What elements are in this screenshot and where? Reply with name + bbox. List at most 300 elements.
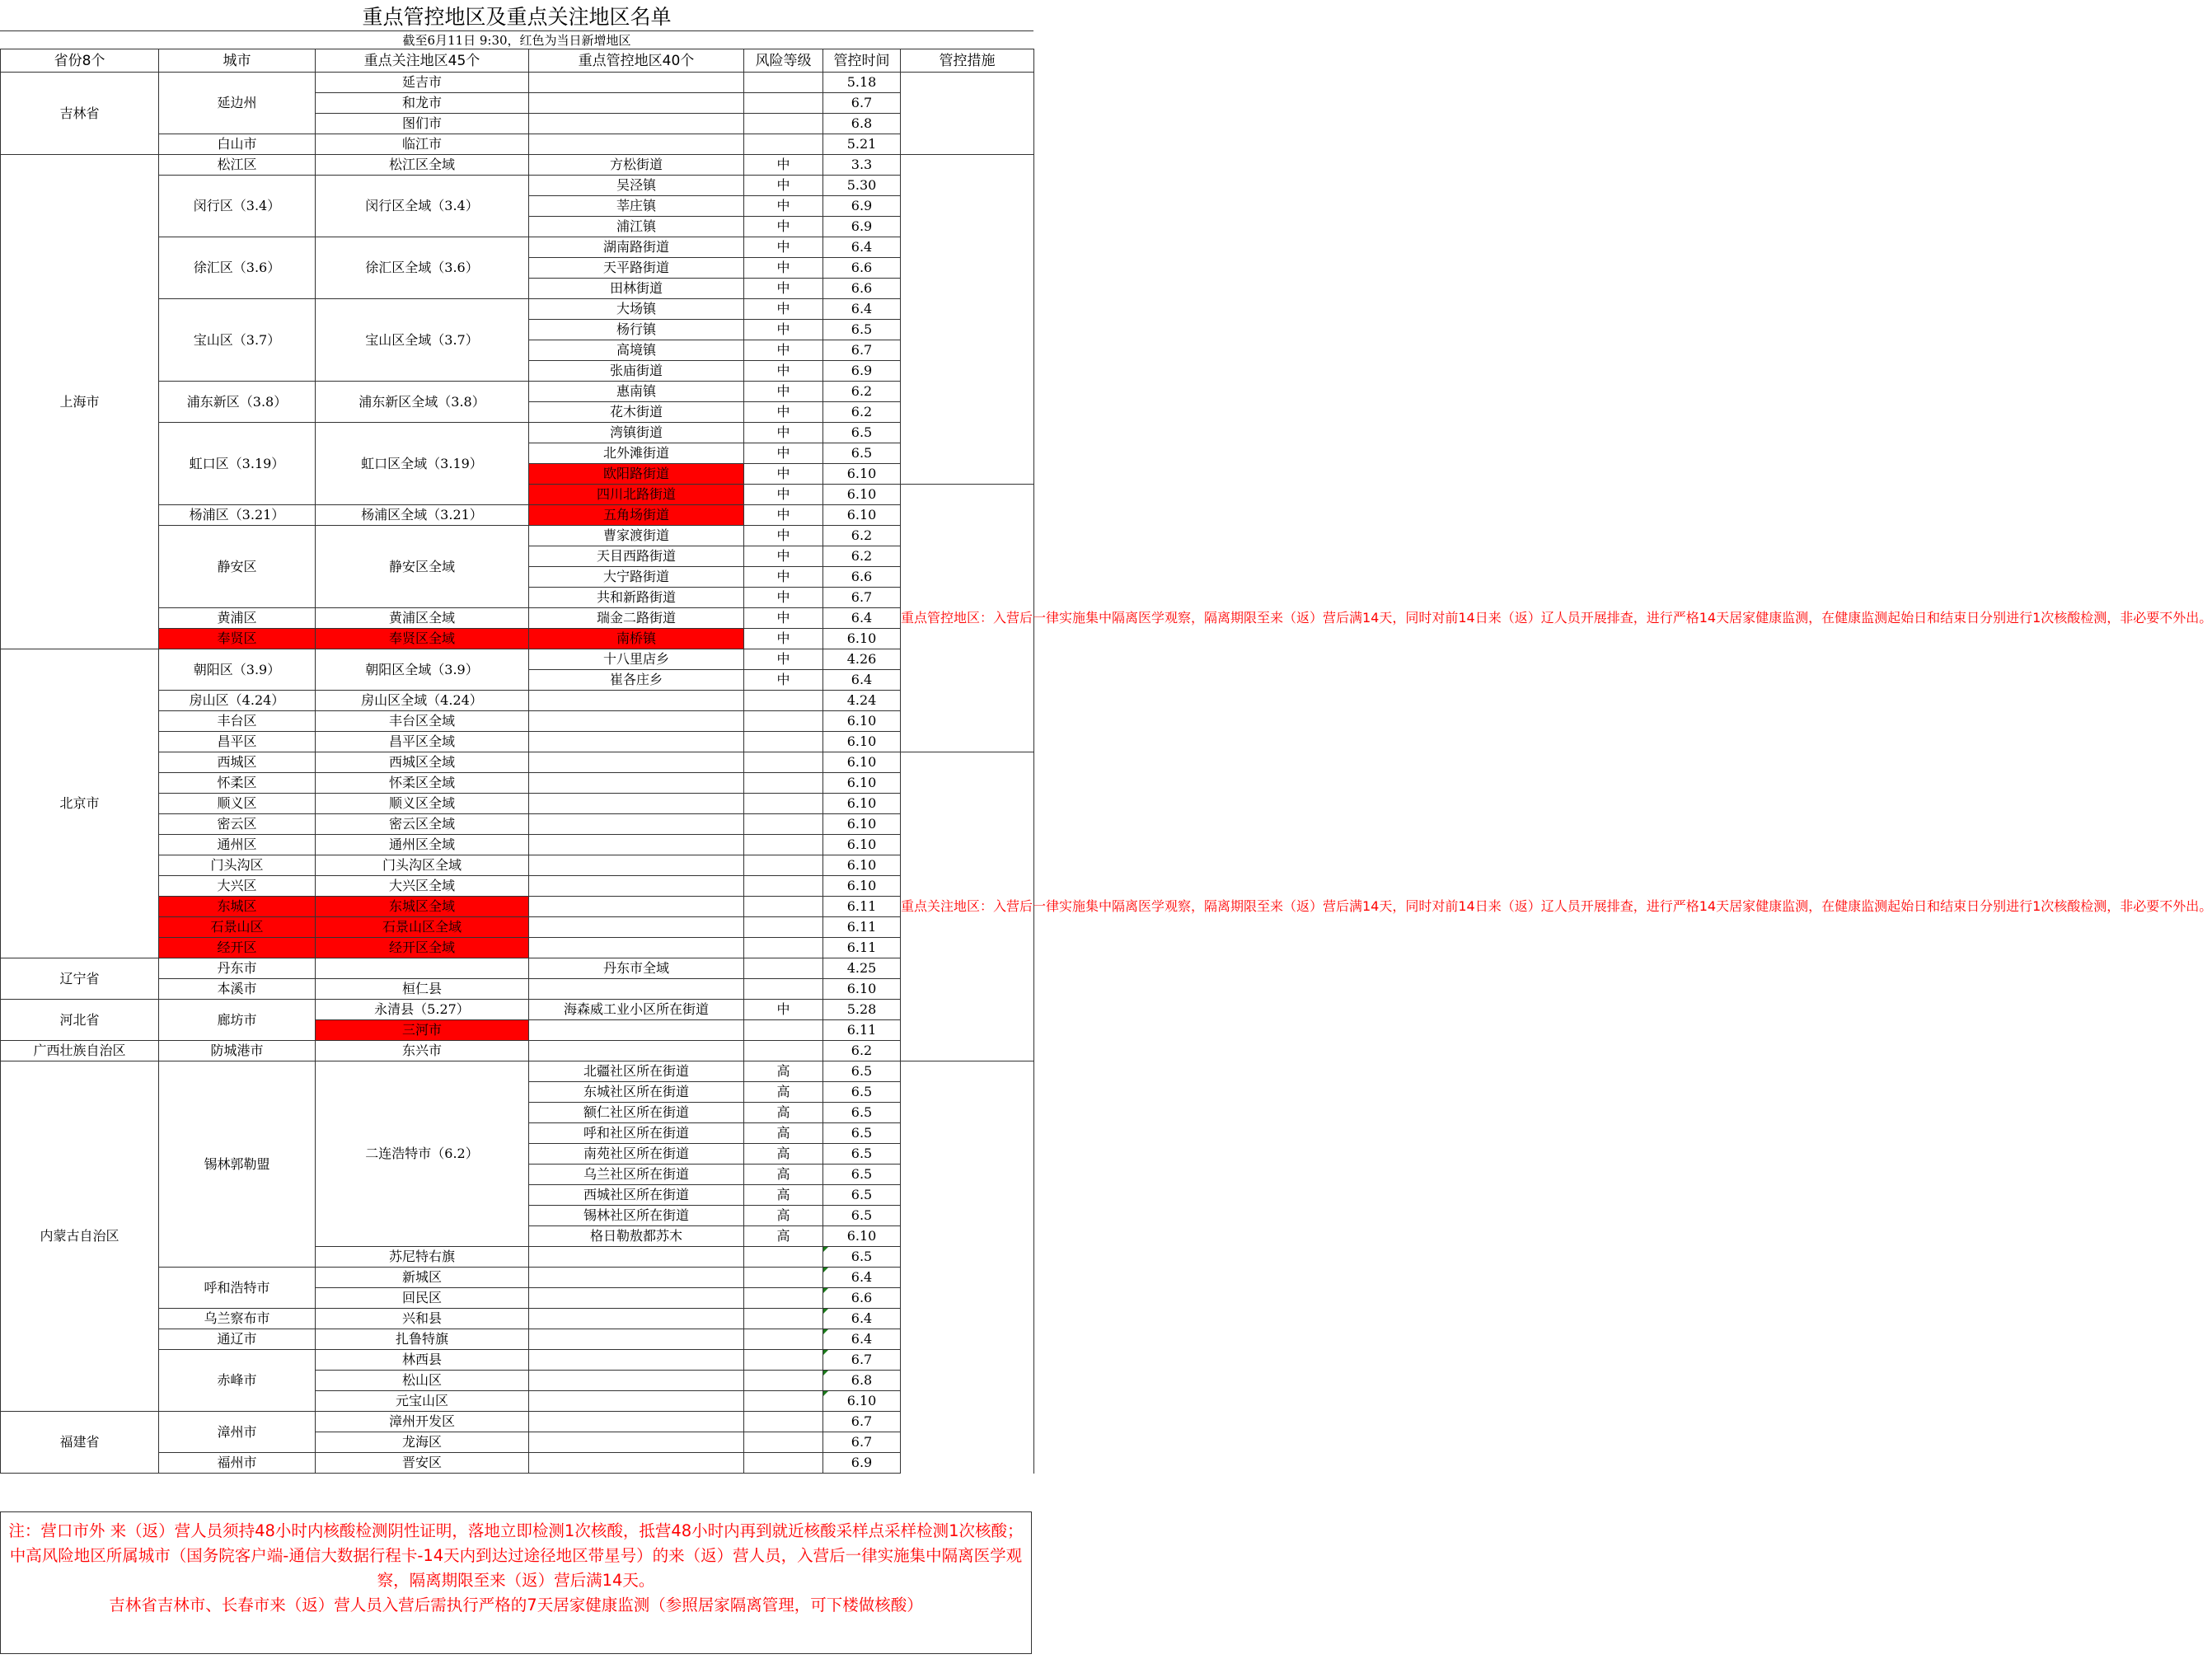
city-cell: 白山市 xyxy=(159,134,316,155)
risk-cell: 中 xyxy=(744,155,823,176)
risk-cell: 中 xyxy=(744,279,823,299)
page-title: 重点管控地区及重点关注地区名单 xyxy=(0,0,1033,31)
control-cell: 东城社区所在街道 xyxy=(529,1082,744,1103)
control-cell xyxy=(529,1432,744,1453)
province-cell: 上海市 xyxy=(1,155,159,649)
risk-cell: 高 xyxy=(744,1082,823,1103)
time-cell: 6.7 xyxy=(823,1412,901,1432)
city-cell: 朝阳区（3.9） xyxy=(159,649,316,691)
time-cell: 6.7 xyxy=(823,588,901,608)
time-cell: 5.30 xyxy=(823,176,901,196)
time-cell: 6.10 xyxy=(823,773,901,794)
risk-cell: 中 xyxy=(744,340,823,361)
time-cell: 6.9 xyxy=(823,1453,901,1474)
attention-cell: 西城区全域 xyxy=(316,752,529,773)
time-cell: 6.4 xyxy=(823,608,901,629)
attention-cell: 松山区 xyxy=(316,1371,529,1391)
time-cell: 4.26 xyxy=(823,649,901,670)
city-cell-new: 东城区 xyxy=(159,897,316,917)
header-risk-level: 风险等级 xyxy=(744,49,823,73)
risk-cell xyxy=(744,1309,823,1329)
city-cell: 赤峰市 xyxy=(159,1350,316,1412)
header-control-area: 重点管控地区40个 xyxy=(529,49,744,73)
attention-cell: 密云区全域 xyxy=(316,814,529,835)
control-cell-new: 五角场街道 xyxy=(529,505,744,526)
control-cell: 张庙街道 xyxy=(529,361,744,382)
attention-cell: 松江区全域 xyxy=(316,155,529,176)
control-cell xyxy=(529,1288,744,1309)
time-cell: 4.24 xyxy=(823,691,901,711)
risk-cell: 高 xyxy=(744,1123,823,1144)
attention-cell: 永清县（5.27） xyxy=(316,1000,529,1020)
city-cell: 徐汇区（3.6） xyxy=(159,237,316,299)
city-cell: 门头沟区 xyxy=(159,855,316,876)
city-cell: 房山区（4.24） xyxy=(159,691,316,711)
risk-cell: 高 xyxy=(744,1103,823,1123)
city-cell: 黄浦区 xyxy=(159,608,316,629)
risk-cell xyxy=(744,917,823,938)
control-cell: 乌兰社区所在街道 xyxy=(529,1165,744,1185)
time-cell: 6.2 xyxy=(823,382,901,402)
risk-cell: 中 xyxy=(744,217,823,237)
header-control-time: 管控时间 xyxy=(823,49,901,73)
attention-cell: 黄浦区全域 xyxy=(316,608,529,629)
control-cell: 瑞金二路街道 xyxy=(529,608,744,629)
control-cell: 高境镇 xyxy=(529,340,744,361)
control-cell xyxy=(529,1350,744,1371)
region-table xyxy=(0,49,2212,1474)
control-cell: 莘庄镇 xyxy=(529,196,744,217)
city-cell: 怀柔区 xyxy=(159,773,316,794)
time-cell: 6.7 xyxy=(823,93,901,114)
city-cell: 顺义区 xyxy=(159,794,316,814)
city-cell: 虹口区（3.19） xyxy=(159,423,316,505)
time-cell: 6.9 xyxy=(823,196,901,217)
province-cell: 北京市 xyxy=(1,649,159,958)
control-cell xyxy=(529,691,744,711)
table-row xyxy=(1,1000,1034,1020)
control-cell: 湖南路街道 xyxy=(529,237,744,258)
control-cell xyxy=(529,1247,744,1268)
city-cell-new: 奉贤区 xyxy=(159,629,316,649)
control-cell xyxy=(529,73,744,93)
city-cell: 通辽市 xyxy=(159,1329,316,1350)
note-line: 吉林省吉林市、长春市来（返）营人员入营后需执行严格的7天居家健康监测（参照居家隔离管理，可下楼做核酸） xyxy=(109,1596,923,1614)
notes-box xyxy=(0,1511,1032,1654)
city-cell: 西城区 xyxy=(159,752,316,773)
city-cell: 丹东市 xyxy=(159,958,316,979)
control-cell xyxy=(529,876,744,897)
time-cell: 6.2 xyxy=(823,402,901,423)
city-cell: 漳州市 xyxy=(159,1412,316,1453)
time-cell: 6.5 xyxy=(823,1144,901,1165)
risk-cell xyxy=(744,691,823,711)
city-cell: 廊坊市 xyxy=(159,1000,316,1041)
control-cell: 大场镇 xyxy=(529,299,744,320)
control-cell: 花木街道 xyxy=(529,402,744,423)
risk-cell xyxy=(744,1412,823,1432)
risk-cell: 高 xyxy=(744,1226,823,1247)
table-row xyxy=(1,1061,1034,1082)
risk-cell: 中 xyxy=(744,608,823,629)
risk-cell xyxy=(744,1041,823,1061)
risk-cell: 中 xyxy=(744,567,823,588)
province-cell: 内蒙古自治区 xyxy=(1,1061,159,1412)
attention-cell: 林西县 xyxy=(316,1350,529,1371)
attention-cell: 大兴区全域 xyxy=(316,876,529,897)
control-cell-new: 四川北路街道 xyxy=(529,485,744,505)
attention-cell: 延吉市 xyxy=(316,73,529,93)
risk-cell xyxy=(744,1268,823,1288)
attention-cell: 晋安区 xyxy=(316,1453,529,1474)
control-cell: 惠南镇 xyxy=(529,382,744,402)
attention-cell: 怀柔区全域 xyxy=(316,773,529,794)
city-cell: 密云区 xyxy=(159,814,316,835)
control-cell: 北外滩街道 xyxy=(529,443,744,464)
table-row xyxy=(1,1041,1034,1061)
control-cell: 崔各庄乡 xyxy=(529,670,744,691)
time-cell: 4.25 xyxy=(823,958,901,979)
attention-cell: 漳州开发区 xyxy=(316,1412,529,1432)
time-cell: 6.7 xyxy=(823,1350,901,1371)
header-attention-area: 重点关注地区45个 xyxy=(316,49,529,73)
time-cell: 6.10 xyxy=(823,464,901,485)
risk-cell: 高 xyxy=(744,1206,823,1226)
city-cell: 锡林郭勒盟 xyxy=(159,1061,316,1268)
attention-cell: 二连浩特市（6.2） xyxy=(316,1061,529,1247)
risk-cell: 高 xyxy=(744,1185,823,1206)
control-cell xyxy=(529,773,744,794)
time-cell: 6.9 xyxy=(823,361,901,382)
attention-cell-new: 奉贤区全域 xyxy=(316,629,529,649)
table-row xyxy=(1,155,1034,176)
risk-cell xyxy=(744,711,823,732)
risk-cell xyxy=(744,114,823,134)
risk-cell: 高 xyxy=(744,1061,823,1082)
control-cell: 海森威工业小区所在街道 xyxy=(529,1000,744,1020)
risk-cell: 中 xyxy=(744,443,823,464)
city-cell-new: 经开区 xyxy=(159,938,316,958)
risk-cell: 中 xyxy=(744,299,823,320)
risk-cell xyxy=(744,1020,823,1041)
control-cell: 田林街道 xyxy=(529,279,744,299)
risk-cell: 中 xyxy=(744,382,823,402)
control-cell xyxy=(529,897,744,917)
control-cell: 格日勒敖都苏木 xyxy=(529,1226,744,1247)
city-cell: 丰台区 xyxy=(159,711,316,732)
city-cell: 通州区 xyxy=(159,835,316,855)
time-cell: 6.11 xyxy=(823,1020,901,1041)
control-cell xyxy=(529,1268,744,1288)
time-cell: 6.8 xyxy=(823,114,901,134)
attention-cell: 和龙市 xyxy=(316,93,529,114)
risk-cell: 中 xyxy=(744,176,823,196)
city-cell: 呼和浩特市 xyxy=(159,1268,316,1309)
province-cell: 福建省 xyxy=(1,1412,159,1474)
time-cell: 5.21 xyxy=(823,134,901,155)
attention-cell: 兴和县 xyxy=(316,1309,529,1329)
time-cell: 6.11 xyxy=(823,938,901,958)
time-cell: 6.10 xyxy=(823,485,901,505)
risk-cell xyxy=(744,1453,823,1474)
risk-cell: 中 xyxy=(744,237,823,258)
risk-cell xyxy=(744,1371,823,1391)
table-row xyxy=(1,1412,1034,1432)
attention-cell: 房山区全域（4.24） xyxy=(316,691,529,711)
control-cell: 杨行镇 xyxy=(529,320,744,340)
city-cell: 本溪市 xyxy=(159,979,316,1000)
time-cell: 6.2 xyxy=(823,1041,901,1061)
control-cell xyxy=(529,114,744,134)
header-row xyxy=(1,49,1034,73)
risk-cell: 中 xyxy=(744,629,823,649)
attention-cell: 杨浦区全域（3.21） xyxy=(316,505,529,526)
note-line: 中高风险地区所属城市（国务院客户端-通信大数据行程卡-14天内到达过途径地区带星号）的来（返）营人员，入营后一律实施集中隔离医学观察，隔离期限至来（返）营后满14天。 xyxy=(9,1546,1023,1590)
attention-cell: 闵行区全域（3.4） xyxy=(316,176,529,237)
risk-cell xyxy=(744,1329,823,1350)
control-cell: 丹东市全域 xyxy=(529,958,744,979)
control-cell: 天平路街道 xyxy=(529,258,744,279)
city-cell: 防城港市 xyxy=(159,1041,316,1061)
risk-cell xyxy=(744,876,823,897)
risk-cell: 中 xyxy=(744,402,823,423)
attention-cell: 徐汇区全域（3.6） xyxy=(316,237,529,299)
risk-cell: 中 xyxy=(744,526,823,546)
attention-cell: 扎鲁特旗 xyxy=(316,1329,529,1350)
time-cell: 6.5 xyxy=(823,1082,901,1103)
control-cell xyxy=(529,814,744,835)
control-cell: 湾镇街道 xyxy=(529,423,744,443)
risk-cell xyxy=(744,1432,823,1453)
control-cell: 浦江镇 xyxy=(529,217,744,237)
risk-cell: 中 xyxy=(744,1000,823,1020)
time-cell: 6.7 xyxy=(823,340,901,361)
control-cell: 曹家渡街道 xyxy=(529,526,744,546)
risk-cell: 中 xyxy=(744,258,823,279)
time-cell: 6.5 xyxy=(823,1206,901,1226)
control-cell-new: 欧阳路街道 xyxy=(529,464,744,485)
control-cell xyxy=(529,938,744,958)
time-cell: 6.2 xyxy=(823,546,901,567)
control-cell xyxy=(529,1020,744,1041)
risk-cell xyxy=(744,1247,823,1268)
time-cell: 6.4 xyxy=(823,1268,901,1288)
measure-control: 重点管控地区：入营后一律实施集中隔离医学观察，隔离期限至来（返）营后满14天，同时对前14日来（返）辽人员开展排查，进行严格14天居家健康监测，在健康监测起始日和结束日分别进行1次核酸检测，非必要不外出。 xyxy=(901,485,1034,752)
control-cell: 南苑社区所在街道 xyxy=(529,1144,744,1165)
risk-cell xyxy=(744,855,823,876)
city-cell: 乌兰察布市 xyxy=(159,1309,316,1329)
city-cell: 闵行区（3.4） xyxy=(159,176,316,237)
control-cell xyxy=(529,1371,744,1391)
control-cell: 大宁路街道 xyxy=(529,567,744,588)
time-cell: 6.6 xyxy=(823,1288,901,1309)
time-cell: 6.10 xyxy=(823,711,901,732)
attention-cell-new: 经开区全域 xyxy=(316,938,529,958)
time-cell: 6.10 xyxy=(823,1226,901,1247)
control-cell xyxy=(529,1329,744,1350)
time-cell: 6.11 xyxy=(823,897,901,917)
time-cell: 6.10 xyxy=(823,979,901,1000)
attention-cell: 宝山区全域（3.7） xyxy=(316,299,529,382)
time-cell: 6.6 xyxy=(823,567,901,588)
attention-cell-new: 东城区全域 xyxy=(316,897,529,917)
time-cell: 6.5 xyxy=(823,320,901,340)
city-cell: 浦东新区（3.8） xyxy=(159,382,316,423)
control-cell: 锡林社区所在街道 xyxy=(529,1206,744,1226)
control-cell xyxy=(529,794,744,814)
time-cell: 6.8 xyxy=(823,1371,901,1391)
city-cell: 松江区 xyxy=(159,155,316,176)
risk-cell: 中 xyxy=(744,588,823,608)
attention-cell xyxy=(316,958,529,979)
control-cell: 共和新路街道 xyxy=(529,588,744,608)
risk-cell: 中 xyxy=(744,464,823,485)
control-cell: 天目西路街道 xyxy=(529,546,744,567)
risk-cell: 中 xyxy=(744,361,823,382)
measure-cell-empty xyxy=(901,73,1034,155)
time-cell: 5.18 xyxy=(823,73,901,93)
attention-cell-new: 三河市 xyxy=(316,1020,529,1041)
time-cell: 6.5 xyxy=(823,1185,901,1206)
attention-cell: 龙海区 xyxy=(316,1432,529,1453)
risk-cell xyxy=(744,938,823,958)
control-cell: 西城社区所在街道 xyxy=(529,1185,744,1206)
time-cell: 6.2 xyxy=(823,526,901,546)
time-cell: 6.9 xyxy=(823,217,901,237)
time-cell: 6.5 xyxy=(823,1061,901,1082)
attention-cell: 朝阳区全域（3.9） xyxy=(316,649,529,691)
control-cell xyxy=(529,979,744,1000)
province-cell: 河北省 xyxy=(1,1000,159,1041)
attention-cell: 静安区全域 xyxy=(316,526,529,608)
attention-cell: 浦东新区全域（3.8） xyxy=(316,382,529,423)
control-cell xyxy=(529,732,744,752)
control-cell xyxy=(529,1041,744,1061)
control-cell xyxy=(529,711,744,732)
control-cell xyxy=(529,835,744,855)
measure-cell-empty xyxy=(901,155,1034,485)
risk-cell xyxy=(744,794,823,814)
attention-cell: 新城区 xyxy=(316,1268,529,1288)
time-cell: 6.5 xyxy=(823,1103,901,1123)
control-cell xyxy=(529,134,744,155)
time-cell: 6.5 xyxy=(823,1247,901,1268)
risk-cell xyxy=(744,732,823,752)
control-cell xyxy=(529,1391,744,1412)
city-cell: 宝山区（3.7） xyxy=(159,299,316,382)
attention-cell: 元宝山区 xyxy=(316,1391,529,1412)
risk-cell: 中 xyxy=(744,196,823,217)
risk-cell xyxy=(744,897,823,917)
risk-cell xyxy=(744,1350,823,1371)
province-cell: 吉林省 xyxy=(1,73,159,155)
time-cell: 6.7 xyxy=(823,1432,901,1453)
risk-cell xyxy=(744,979,823,1000)
attention-cell: 图们市 xyxy=(316,114,529,134)
attention-cell: 丰台区全域 xyxy=(316,711,529,732)
risk-cell: 中 xyxy=(744,505,823,526)
risk-cell xyxy=(744,814,823,835)
time-cell: 6.10 xyxy=(823,835,901,855)
time-cell: 6.4 xyxy=(823,237,901,258)
attention-cell: 东兴市 xyxy=(316,1041,529,1061)
risk-cell xyxy=(744,73,823,93)
time-cell: 6.6 xyxy=(823,279,901,299)
risk-cell: 中 xyxy=(744,320,823,340)
time-cell: 6.6 xyxy=(823,258,901,279)
time-cell: 6.4 xyxy=(823,299,901,320)
risk-cell: 中 xyxy=(744,546,823,567)
city-cell-new: 石景山区 xyxy=(159,917,316,938)
city-cell: 杨浦区（3.21） xyxy=(159,505,316,526)
province-cell: 辽宁省 xyxy=(1,958,159,1000)
risk-cell: 中 xyxy=(744,423,823,443)
time-cell: 6.10 xyxy=(823,732,901,752)
time-cell: 6.10 xyxy=(823,1391,901,1412)
control-cell xyxy=(529,93,744,114)
header-measures: 管控措施 xyxy=(901,49,1034,73)
attention-cell: 虹口区全域（3.19） xyxy=(316,423,529,505)
control-cell xyxy=(529,855,744,876)
control-cell xyxy=(529,1453,744,1474)
measure-attention: 重点关注地区：入营后一律实施集中隔离医学观察，隔离期限至来（返）营后满14天，同时对前14日来（返）辽人员开展排查，进行严格14天居家健康监测，在健康监测起始日和结束日分别进行1次核酸检测，非必要不外出。 xyxy=(901,752,1034,1061)
time-cell: 6.10 xyxy=(823,629,901,649)
city-cell: 大兴区 xyxy=(159,876,316,897)
time-cell: 3.3 xyxy=(823,155,901,176)
attention-cell: 临江市 xyxy=(316,134,529,155)
time-cell: 6.10 xyxy=(823,505,901,526)
control-cell xyxy=(529,1412,744,1432)
attention-cell: 回民区 xyxy=(316,1288,529,1309)
time-cell: 6.4 xyxy=(823,1329,901,1350)
control-cell-new: 南桥镇 xyxy=(529,629,744,649)
time-cell: 6.10 xyxy=(823,794,901,814)
time-cell: 6.10 xyxy=(823,814,901,835)
header-province: 省份8个 xyxy=(1,49,159,73)
control-cell: 呼和社区所在街道 xyxy=(529,1123,744,1144)
risk-cell xyxy=(744,773,823,794)
risk-cell xyxy=(744,958,823,979)
risk-cell: 中 xyxy=(744,485,823,505)
control-cell: 十八里店乡 xyxy=(529,649,744,670)
city-cell: 福州市 xyxy=(159,1453,316,1474)
risk-cell xyxy=(744,1391,823,1412)
risk-cell xyxy=(744,835,823,855)
time-cell: 6.11 xyxy=(823,917,901,938)
attention-cell: 桓仁县 xyxy=(316,979,529,1000)
risk-cell: 中 xyxy=(744,649,823,670)
risk-cell: 高 xyxy=(744,1165,823,1185)
attention-cell: 顺义区全域 xyxy=(316,794,529,814)
risk-cell xyxy=(744,752,823,773)
time-cell: 6.10 xyxy=(823,876,901,897)
attention-cell: 昌平区全域 xyxy=(316,732,529,752)
control-cell xyxy=(529,752,744,773)
time-cell: 6.4 xyxy=(823,1309,901,1329)
attention-cell-new: 石景山区全域 xyxy=(316,917,529,938)
time-cell: 6.5 xyxy=(823,1165,901,1185)
risk-cell xyxy=(744,93,823,114)
city-cell: 昌平区 xyxy=(159,732,316,752)
time-cell: 6.10 xyxy=(823,855,901,876)
table-row xyxy=(1,649,1034,670)
attention-cell: 门头沟区全域 xyxy=(316,855,529,876)
time-cell: 6.4 xyxy=(823,670,901,691)
risk-cell: 中 xyxy=(744,670,823,691)
risk-cell xyxy=(744,1288,823,1309)
control-cell xyxy=(529,917,744,938)
control-cell: 方松街道 xyxy=(529,155,744,176)
